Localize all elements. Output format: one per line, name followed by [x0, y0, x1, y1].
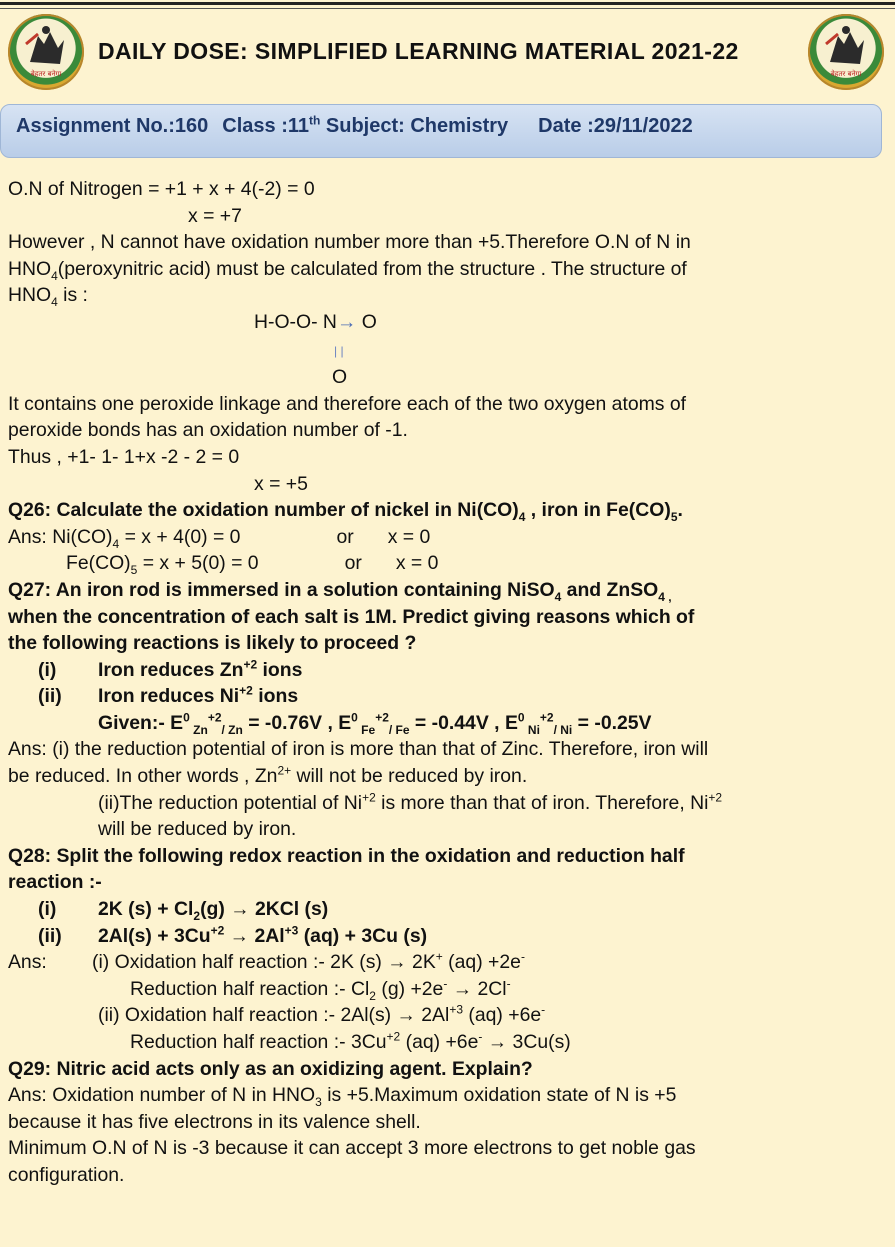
question-27-item-i: (i) Iron reduces $Zn^{+2}$ ions: [38, 657, 303, 681]
logo-left: [8, 14, 84, 90]
answer-27-line4: will be reduced by iron.: [98, 818, 297, 841]
date-label: Date :29/11/2022: [538, 115, 693, 137]
answer-29-line3: Minimum O.N of N is -3 because it can accept 3 more electrons to get noble gas: [8, 1137, 696, 1160]
given-potentials: Given:- $E^0$ $_{Zn}^{+2}_{/ Zn}$ = -0.76V , $E^0$ $_{Fe}^{+2}_{/ Fe}$ = -0.44V , $E^0$ $_{Ni}^{+2}_{/ Ni}$ = -0.25V: [98, 710, 652, 737]
text-line: reaction :-: [8, 871, 102, 894]
structure-double-bond: | |: [334, 343, 344, 358]
top-rule-thin: [0, 8, 895, 9]
subject-label: Subject: Chemistry: [325, 115, 509, 137]
answer-26-line1: Ans: $Ni(CO)_4 = x + 4(0) = 0$ or x = 0: [8, 525, 431, 551]
question-28-item-i: (i) 2K $(s) + Cl_2(g) \to 2KCl$ (s): [38, 898, 329, 923]
assignment-number: Assignment No.:160: [16, 115, 209, 137]
answer-29-line1: Ans: Oxidation number of N in $HNO_3$ is +5.Maximum oxidation state of N is +5: [8, 1084, 677, 1110]
structure-oxygen: O: [332, 366, 348, 389]
answer-26-line2: $Fe(CO)_5 = x + 5(0) = 0$ or x = 0: [66, 552, 439, 578]
text-line: However , N cannot have oxidation number more than +5.Therefore O.N of N in: [8, 231, 691, 254]
question-28: Q28: Split the following redox reaction in the oxidation and reduction half: [8, 844, 685, 867]
text-line: O.N of Nitrogen = +1 + x + 4(-2) = 0: [8, 178, 315, 200]
question-27-item-ii: (ii) Iron reduces $Ni^{+2}$ ions: [38, 683, 299, 708]
answer-27-line3: (ii)The reduction potential of $Ni^{+2}$ is more than that of iron. Therefore, $Ni^{+2}$: [98, 790, 723, 814]
text-line: $HNO_4$ is :: [8, 284, 88, 310]
text-line: peroxide bonds has an oxidation number of -1.: [8, 419, 408, 442]
document-body: [8, 176, 888, 1189]
question-26: Q26: Calculate the oxidation number of nickel in $Ni(CO)_4$ , iron in $Fe(CO)_5$.: [8, 499, 683, 524]
text-line: x = +7: [188, 204, 242, 227]
question-29: Q29: Nitric acid acts only as an oxidizing agent. Explain?: [8, 1057, 533, 1080]
text-line: Thus , +1- 1- 1+x -2 - 2 = 0: [8, 445, 240, 468]
answer-28-line3: (ii) Oxidation half reaction :- $2Al(s) \to 2Al^{+3}$ (aq) +6e-: [98, 1002, 546, 1027]
answer-28-line1: Ans: (i) Oxidation half reaction :- 2K (s) → 2K+ (aq) +2e-: [8, 949, 525, 974]
answer-27-line2: be reduced. In other words , $Zn^{2+}$ will not be reduced by iron.: [8, 763, 528, 788]
text-line: It contains one peroxide linkage and therefore each of the two oxygen atoms of: [8, 392, 687, 415]
class-label: Class :11: [222, 115, 309, 137]
coordinate-bond-arrow: →: [336, 310, 357, 333]
answer-28-line4: Reduction half reaction :- $3Cu^{+2}$ (aq) +6e- → 3Cu(s): [130, 1029, 571, 1053]
question-27: Q27: An iron rod is immersed in a solution containing NiSO$_4$ and ZnSO$_{4 ,}$: [8, 578, 672, 604]
text-line: when the concentration of each salt is 1M. Predict giving reasons which of: [8, 605, 695, 628]
logo-right: [808, 14, 884, 90]
top-rule: [0, 2, 895, 5]
text-line: the following reactions is likely to proceed ?: [8, 632, 417, 655]
structure-formula: H-O-O- N→ O: [254, 310, 377, 333]
answer-29-line2: because it has five electrons in its valence shell.: [8, 1110, 421, 1133]
answer-27-line1: Ans: (i) the reduction potential of iron is more than that of Zinc. Therefore, iron will: [8, 738, 709, 761]
class-sup: th: [309, 113, 321, 128]
question-28-item-ii: (ii) $2Al(s) + 3Cu^{+2} \to 2Al^{+3}$ (aq) + 3Cu (s): [38, 923, 428, 947]
text-line: $HNO_4(peroxynitric$ acid) must be calculated from the structure . The structure of: [8, 257, 687, 283]
page-title: DAILY DOSE: SIMPLIFIED LEARNING MATERIAL 2021-22: [98, 38, 739, 64]
logo-right-text: बेहतर बनेगा: [830, 70, 862, 78]
answer-28-line2: Reduction half reaction :- $Cl_2$ (g) +2e- → 2Cl-: [130, 976, 511, 1003]
answer-29-line4: configuration.: [8, 1163, 125, 1186]
text-line: x = +5: [254, 472, 308, 495]
assignment-info: [16, 115, 693, 138]
logo-left-text: बेहतर बनेगा: [30, 70, 62, 78]
